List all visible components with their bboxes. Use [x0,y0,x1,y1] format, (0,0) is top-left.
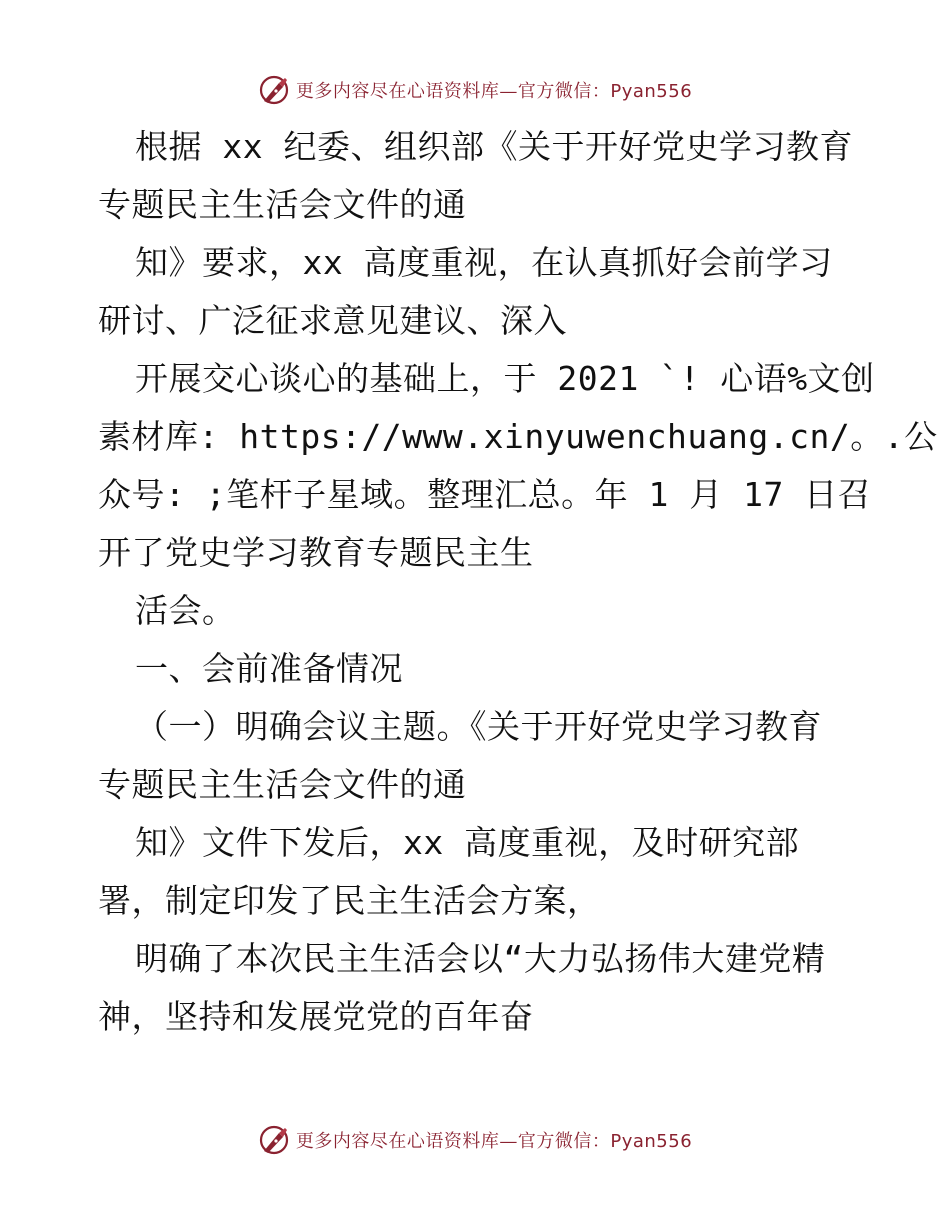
text-line: 一、会前准备情况 [135,649,403,688]
document-body [98,118,938,1046]
text-line: 专题民主生活会文件的通 [98,185,467,224]
text-line: 活会。 [135,591,236,630]
pen-nib-logo-icon [258,74,290,106]
banner-text: 更多内容尽在心语资料库—官方微信：Pyan556 [295,81,693,102]
text-line: 根据 xx 纪委、组织部《关于开好党史学习教育 [135,127,853,166]
text-line: 素材库: https://www.xinyuwenchuang.cn/。.公 [98,417,938,456]
pen-nib-logo-icon [258,1124,290,1156]
text-line: 明确了本次民主生活会以“大力弘扬伟大建党精 [135,939,826,978]
text-line: 众号: ;笔杆子星域。整理汇总。年 1 月 17 日召 [98,475,872,514]
wechat-id: Pyan556 [610,1131,693,1152]
footer-banner [0,1120,950,1160]
text-line: 署，制定印发了民主生活会方案， [98,881,601,920]
text-line: 神，坚持和发展党党的百年奋 [98,997,534,1036]
wechat-id: Pyan556 [610,81,693,102]
text-line: 专题民主生活会文件的通 [98,765,467,804]
banner-text: 更多内容尽在心语资料库—官方微信：Pyan556 [295,1131,693,1152]
text-line: （一）明确会议主题。《关于开好党史学习教育 [135,707,822,746]
header-banner [0,70,950,110]
text-line: 知》文件下发后，xx 高度重视，及时研究部 [135,823,800,862]
text-line: 开了党史学习教育专题民主生 [98,533,534,572]
text-line: 知》要求，xx 高度重视，在认真抓好会前学习 [135,243,833,282]
text-line: 开展交心谈心的基础上，于 2021 `! 心语%文创 [135,359,875,398]
text-line: 研讨、广泛征求意见建议、深入 [98,301,567,340]
